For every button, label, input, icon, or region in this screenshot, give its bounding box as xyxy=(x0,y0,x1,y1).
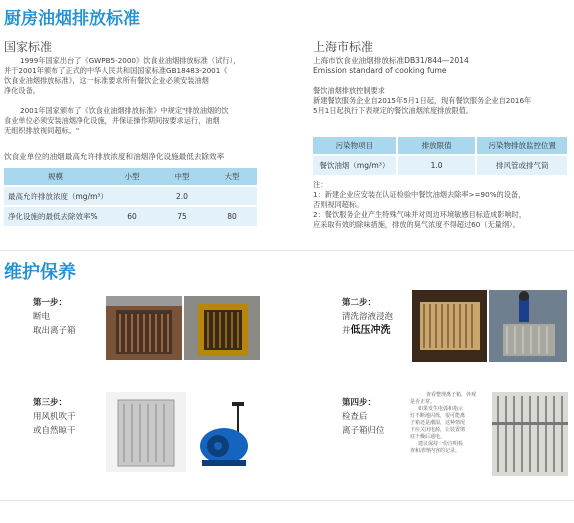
shanghai-standard-heading: 上海市标准 xyxy=(313,40,374,54)
step-3-photo-dry-box xyxy=(106,392,186,472)
table-header-cell: 中型 xyxy=(157,168,207,186)
step-2-label: 第二步： 清洗溶液浸泡 并低压冲洗 xyxy=(342,298,394,336)
national-paragraph-1: 1999年国家出台了《GWPB5-2000》饮食业油烟排放标准（试行）， 并于2001年颁布了正式的中华人民共和国国家标准GB18483-2001《 饮食业油烟排放标准》，这一标准要求所有餐饮企业必须安装油烟 净化设备。 xyxy=(4,56,241,95)
table-cell: 1.0 xyxy=(397,155,477,175)
step-1-label: 第一步： 断电 取出离子箱 xyxy=(33,298,76,336)
table-cell: 75 xyxy=(157,206,207,226)
national-table-caption: 饮食业单位的油烟最高允许排放浓度和油烟净化设施最低去除效率 xyxy=(4,152,225,161)
page-title: 厨房油烟排放标准 xyxy=(4,9,140,29)
shanghai-subtitle: 上海市饮食业油烟排放标准DB31/844—2014 Emission standard of cooking fume xyxy=(313,56,469,75)
section-divider xyxy=(0,250,574,251)
table-header-row xyxy=(4,168,257,186)
table-cell: 80 xyxy=(207,206,257,226)
table-cell: 排风管或排气筒 xyxy=(476,155,568,175)
shanghai-notes: 注： 1：新建企业应安装在认证检验中餐饮油烟去除率>=90%的设备， 否则视同超标。 2：餐饮服务企业产生特殊气味并对周边环境敏感目标造成影响时， 应采取有效的除味措施，排放的臭气浓度不得超过60（无量纲）。 xyxy=(313,180,527,229)
table-header-cell: 污染物排放监控位置 xyxy=(476,137,568,155)
national-standard-table xyxy=(4,168,257,226)
table-row xyxy=(4,186,257,206)
maintenance-title: 维护保养 xyxy=(4,262,76,283)
table-cell: 2.0 xyxy=(107,186,257,206)
footer-divider xyxy=(0,500,574,501)
table-header-cell: 规模 xyxy=(4,168,107,186)
shanghai-standard-table xyxy=(313,137,569,175)
table-header-row xyxy=(313,137,568,155)
step-4-label: 第四步： 检查后 离子箱归位 xyxy=(342,398,385,436)
table-cell: 餐饮油烟（mg/m³） xyxy=(313,155,397,175)
table-header-cell: 小型 xyxy=(107,168,157,186)
table-header-cell: 排放限值 xyxy=(397,137,477,155)
step-3-label: 第三步： 用风机吹干 或自然晾干 xyxy=(33,398,76,436)
table-cell: 60 xyxy=(107,206,157,226)
table-row xyxy=(313,155,568,175)
table-row-label: 净化设施的最低去除效率% xyxy=(4,206,107,226)
table-row xyxy=(4,206,257,226)
step-1-photo-ionizer-box xyxy=(106,296,182,360)
step-2-photo-soaking xyxy=(412,290,487,362)
table-header-cell: 大型 xyxy=(207,168,257,186)
shanghai-paragraph: 餐饮油烟排放控制要求 新建餐饮服务企业自2015年5月1日起，现有餐饮服务企业自2016年 5月1日起执行下表规定的餐饮油烟浓度排放限值。 xyxy=(313,86,532,115)
national-paragraph-2: 2001年国家颁布了《饮食业油烟排放标准》中规定"排放油烟的饮 食业单位必须安装油烟净化设施，并保证操作期间按要求运行，油烟 无组织排放视同超标。" xyxy=(4,106,229,135)
national-standard-heading: 国家标准 xyxy=(4,40,53,54)
table-header-cell: 污染物项目 xyxy=(313,137,397,155)
step-2-photo-rinsing xyxy=(489,290,567,362)
step-4-photo-ionizer-box xyxy=(492,392,568,476)
table-row-label: 最高允许排放浓度（mg/m³） xyxy=(4,186,107,206)
step-4-inspection-note: 查看整理离子箱，外观 是否正常。 如果发生电弧和指示 灯不断地闪烁，很可能离 子箱还是潮湿，这种情况 下应关闭电源，让装置彻 底干燥后通电。 建议保持一份注明检 查和清理内容的记录。 xyxy=(410,392,477,454)
step-3-photo-blower-fan xyxy=(196,400,256,470)
step-1-photo-unit xyxy=(184,296,260,360)
